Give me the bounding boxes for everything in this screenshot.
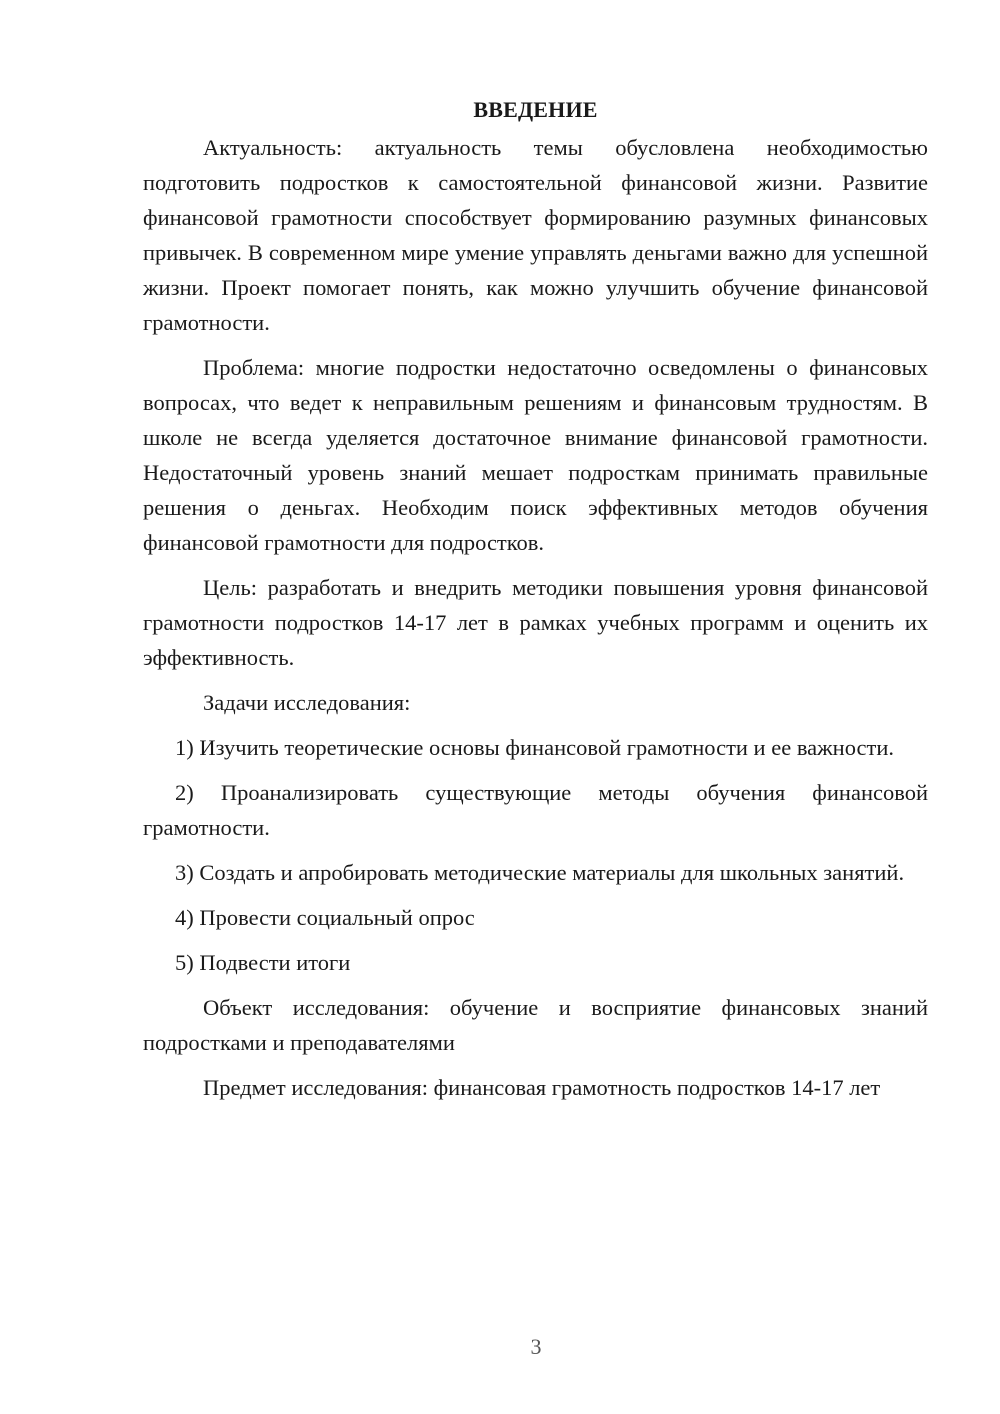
tasks-heading: Задачи исследования: [203,690,411,715]
paragraph-goal: Цель: разработать и внедрить методики повышения уровня финансовой грамотности подростков 14-17 лет в рамках учебных программ и оценить их эффективность. [143,575,928,670]
page-number: 3 [530,1334,542,1359]
paragraph-object: Объект исследования: обучение и восприятие финансовых знаний подростками и преподавателями [143,995,928,1055]
task-item-2: 2) Проанализировать существующие методы обучения финансовой грамотности. [143,780,928,840]
task-item-1: 1) Изучить теоретические основы финансовой грамотности и ее важности. [175,735,895,760]
section-heading: ВВЕДЕНИЕ [473,97,598,122]
paragraph-relevance: Актуальность: актуальность темы обусловлена необходимостью подготовить подростков к самостоятельной финансовой жизни. Развитие финансовой грамотности способствует формированию разумных финансовых привычек. В современном мире умение управлять деньгами важно для успешной жизни. Проект помогает понять, как можно улучшить обучение финансовой грамотности. [143,135,928,335]
paragraph-problem: Проблема: многие подростки недостаточно осведомлены о финансовых вопросах, что ведет к неправильным решениям и финансовым трудностям. В школе не всегда уделяется достаточное внимание финансовой грамотности. Недостаточный уровень знаний мешает подросткам принимать правильные решения о деньгах. Необходим поиск эффективных методов обучения финансовой грамотности для подростков. [143,355,928,555]
paragraph-subject: Предмет исследования: финансовая грамотность подростков 14-17 лет [203,1075,881,1100]
task-item-5: 5) Подвести итоги [175,950,351,975]
task-item-4: 4) Провести социальный опрос [175,905,475,930]
task-item-3: 3) Создать и апробировать методические материалы для школьных занятий. [175,860,905,885]
document-body [143,90,928,1115]
